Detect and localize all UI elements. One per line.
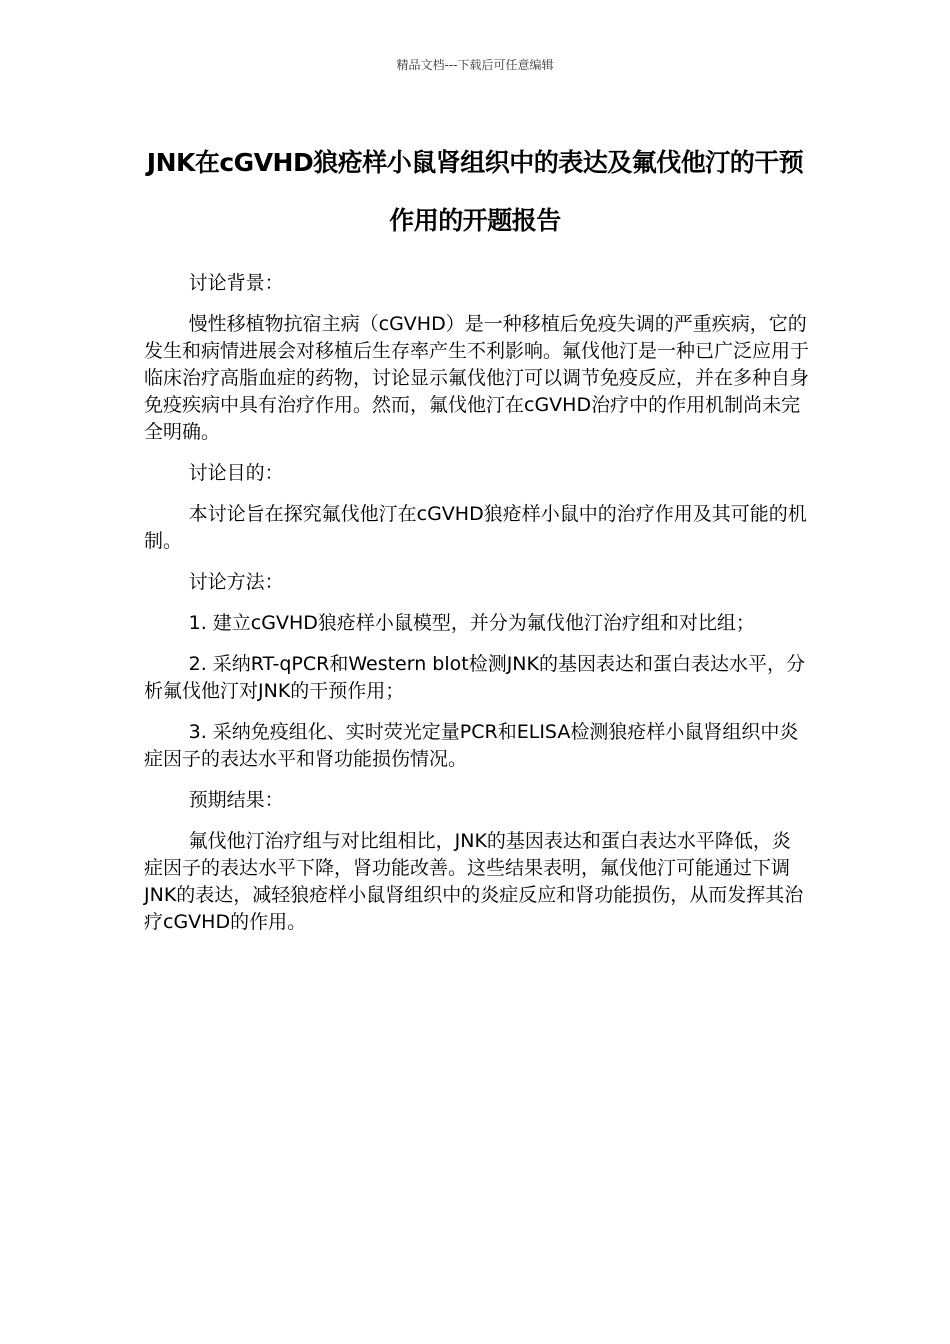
background-heading: 讨论背景： xyxy=(188,272,284,294)
methods-heading: 讨论方法： xyxy=(188,571,284,593)
document-title: JNK在cGVHD狼疮样小鼠肾组织中的表达及氟伐他汀的干预作用的开题报告 xyxy=(146,148,804,235)
results-paragraph: 氟伐他汀治疗组与对比组相比，JNK的基因表达和蛋白表达水平降低，炎症因子的表达水平下降，肾功能改善。这些结果表明，氟伐他汀可能通过下调JNK的表达，减轻狼疮样小鼠肾组织中的炎症反应和肾功能损伤，从而发挥其治疗cGVHD的作用。 xyxy=(144,830,804,933)
purpose-heading: 讨论目的： xyxy=(188,462,284,484)
page-header-note: 精品文档---下载后可任意编辑 xyxy=(396,58,554,72)
method-item-3: 3. 采纳免疫组化、实时荧光定量PCR和ELISA检测狼疮样小鼠肾组织中炎症因子的表达水平和肾功能损伤情况。 xyxy=(144,721,799,770)
purpose-paragraph: 本讨论旨在探究氟伐他汀在cGVHD狼疮样小鼠中的治疗作用及其可能的机制。 xyxy=(144,503,807,552)
results-heading: 预期结果： xyxy=(188,789,284,811)
background-paragraph: 慢性移植物抗宿主病（cGVHD）是一种移植后免疫失调的严重疾病，它的发生和病情进展会对移植后生存率产生不利影响。氟伐他汀是一种已广泛应用于临床治疗高脂血症的药物，讨论显示氟伐他汀可以调节免疫反应，并在多种自身免疫疾病中具有治疗作用。然而，氟伐他汀在cGVHD治疗中的作用机制尚未完全明确。 xyxy=(144,313,810,443)
method-item-2: 2. 采纳RT-qPCR和Western blot检测JNK的基因表达和蛋白表达水平，分析氟伐他汀对JNK的干预作用； xyxy=(144,653,805,702)
method-item-1: 1. 建立cGVHD狼疮样小鼠模型，并分为氟伐他汀治疗组和对比组； xyxy=(188,612,755,634)
document-body xyxy=(144,270,809,950)
